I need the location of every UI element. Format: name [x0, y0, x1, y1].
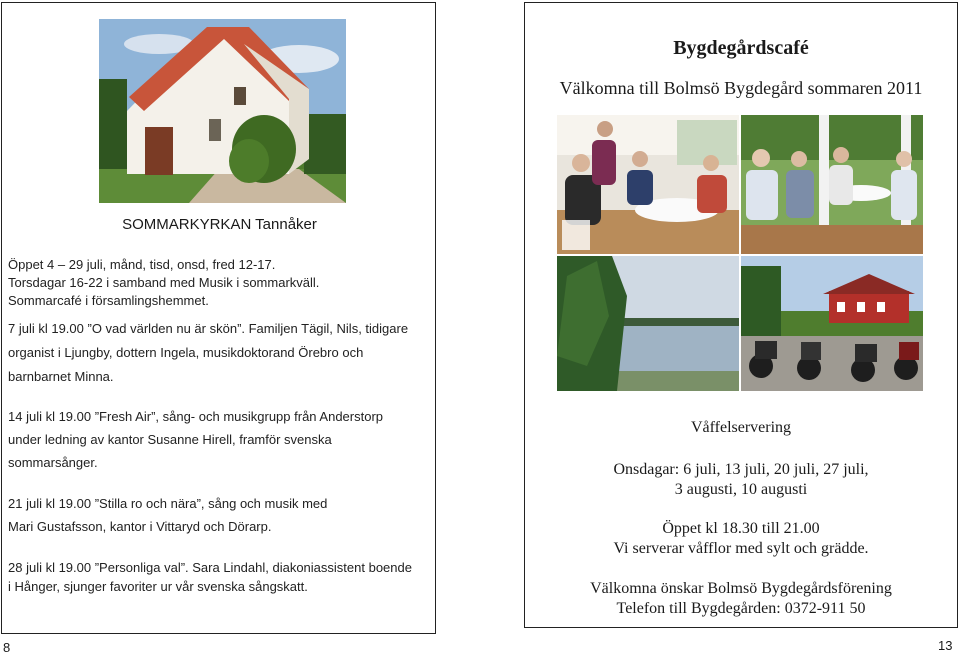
- right-page: [524, 2, 958, 628]
- lake-photo: [557, 256, 739, 391]
- text-line: Sommarcafé i församlingshemmet.: [8, 293, 209, 308]
- text-line: Välkomna önskar Bolmsö Bygdegårdsförening: [590, 580, 892, 597]
- text-line: organist i Ljungby, dottern Ingela, musikdoktorand Örebro och: [8, 345, 364, 360]
- text-line: 7 juli kl 19.00 ”O vad världen nu är skön”. Familjen Tägil, Nils, tidigare: [8, 321, 409, 336]
- text-line: barnbarnet Minna.: [8, 369, 114, 384]
- text-line: Torsdagar 16-22 i samband med Musik i sommarkväll.: [8, 275, 320, 290]
- motorcycles-photo: [741, 256, 923, 391]
- church-photo: [99, 19, 346, 203]
- text-line: Vi serverar våfflor med sylt och grädde.: [613, 540, 869, 557]
- text-line: Onsdagar: 6 juli, 13 juli, 20 juli, 27 juli,: [613, 461, 869, 478]
- text-line: Telefon till Bygdegården: 0372-911 50: [616, 600, 866, 617]
- page-number-right: 13: [938, 638, 953, 653]
- page-subtitle: Välkomna till Bolmsö Bygdegård sommaren 2011: [559, 78, 923, 98]
- text-line: 3 augusti, 10 augusti: [674, 481, 808, 498]
- page-number-left: 8: [3, 640, 11, 655]
- cafe-terrace-photo: [741, 115, 923, 254]
- text-line: i Hånger, sjunger favoriter ur vår svenska sångskatt.: [8, 579, 308, 594]
- text-line: 14 juli kl 19.00 ”Fresh Air”, sång- och musikgrupp från Anderstorp: [8, 409, 384, 424]
- text-line: Öppet kl 18.30 till 21.00: [662, 520, 820, 537]
- page-title: SOMMARKYRKAN Tannåker: [122, 216, 317, 233]
- text-line: Mari Gustafsson, kantor i Vittaryd och Dörarp.: [8, 519, 272, 534]
- cafe-interior-photo: [557, 115, 739, 254]
- text-line: under ledning av kantor Susanne Hirell, framför svenska: [8, 432, 332, 447]
- text-line: 21 juli kl 19.00 ”Stilla ro och nära”, sång och musik med: [8, 496, 328, 511]
- text-line: Öppet 4 – 29 juli, månd, tisd, onsd, fred 12-17.: [8, 257, 276, 272]
- text-line: Våffelservering: [690, 419, 792, 436]
- text-line: sommarsånger.: [8, 455, 98, 470]
- page-title: Bygdegårdscafé: [673, 37, 809, 59]
- left-page: [1, 2, 436, 634]
- text-line: 28 juli kl 19.00 ”Personliga val”. Sara Lindahl, diakoniassistent boende: [8, 560, 412, 575]
